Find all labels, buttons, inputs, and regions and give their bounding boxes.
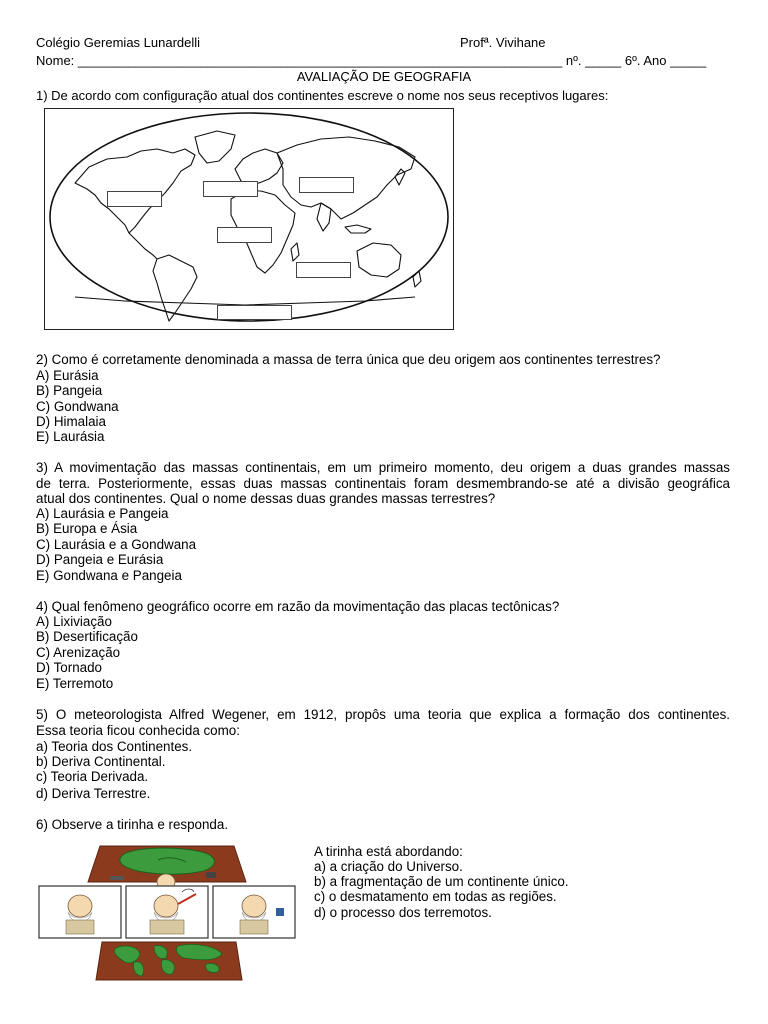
question-5-option-d[interactable]: d) Deriva Terrestre. — [36, 786, 151, 801]
question-2-option-e[interactable]: E) Laurásia — [36, 429, 105, 444]
japan-shape — [395, 169, 405, 185]
question-3-line-1: 3) A movimentação das massas continentais, em um primeiro momento, deu origem a duas grandes massas — [36, 460, 730, 475]
indonesia-shape — [345, 225, 371, 233]
question-6-option-b[interactable]: b) a fragmentação de um continente único. — [314, 874, 569, 889]
answer-box-antarctica[interactable] — [217, 305, 292, 320]
world-map — [44, 108, 454, 330]
question-6-option-a[interactable]: a) a criação do Universo. — [314, 859, 463, 874]
australia-shape — [357, 243, 401, 277]
school-name: Colégio Geremias Lunardelli — [36, 35, 201, 50]
madagascar-shape — [291, 243, 299, 261]
question-3-option-c[interactable]: C) Laurásia e a Gondwana — [36, 537, 197, 552]
question-3-line-2: de terra. Posteriormente, essas duas massas continentais foram desmembrando-se até a divisão geográfica — [36, 476, 730, 491]
question-5-line-1: 5) O meteorologista Alfred Wegener, em 1912, propôs uma teoria que explica a formação dos continentes. — [36, 707, 730, 722]
answer-box-oceania[interactable] — [296, 262, 351, 278]
question-5-option-b[interactable]: b) Deriva Continental. — [36, 754, 166, 769]
question-3-option-a[interactable]: A) Laurásia e Pangeia — [36, 506, 169, 521]
question-6-text: 6) Observe a tirinha e responda. — [36, 817, 229, 832]
answer-box-europe[interactable] — [203, 181, 258, 197]
question-1-text: 1) De acordo com configuração atual dos continentes escreve o nome nos seus receptivos lugares: — [36, 88, 609, 103]
europe-shape — [235, 149, 283, 185]
question-4-option-a[interactable]: A) Lixiviação — [36, 614, 112, 629]
question-4-option-e[interactable]: E) Terremoto — [36, 676, 114, 691]
new-zealand-shape — [413, 271, 421, 287]
question-3-line-3: atual dos continentes. Qual o nome dessas duas grandes massas terrestres? — [36, 491, 496, 506]
question-2-text: 2) Como é corretamente denominada a massa de terra única que deu origem aos continentes terrestres? — [36, 352, 661, 367]
comic-strip-drawing — [38, 842, 300, 982]
question-4-text: 4) Qual fenômeno geográfico ocorre em razão da movimentação das placas tectônicas? — [36, 599, 560, 614]
south-america-shape — [153, 255, 197, 321]
student-name-line: Nome: ___________________________________________________________________ nº. _____ 6º. Ano _____ — [36, 53, 707, 68]
page-title: AVALIAÇÃO DE GEOGRAFIA — [296, 69, 472, 84]
question-2-option-c[interactable]: C) Gondwana — [36, 399, 119, 414]
teacher-name: Profª. Vivihane — [460, 35, 546, 50]
question-2-option-d[interactable]: D) Himalaia — [36, 414, 106, 429]
answer-box-north-america[interactable] — [107, 191, 162, 207]
question-3-option-b[interactable]: B) Europa e Ásia — [36, 521, 138, 536]
question-2-option-b[interactable]: B) Pangeia — [36, 383, 103, 398]
question-6-option-c[interactable]: c) o desmatamento em todas as regiões. — [314, 889, 557, 904]
question-4-option-d[interactable]: D) Tornado — [36, 660, 102, 675]
question-4-option-b[interactable]: B) Desertificação — [36, 629, 138, 644]
question-2-option-a[interactable]: A) Eurásia — [36, 368, 99, 383]
comic-strip — [38, 842, 300, 982]
answer-box-asia[interactable] — [299, 177, 354, 193]
question-3-option-d[interactable]: D) Pangeia e Eurásia — [36, 552, 164, 567]
world-map-drawing — [45, 109, 452, 328]
question-5-option-a[interactable]: a) Teoria dos Continentes. — [36, 739, 193, 754]
question-6-prompt: A tirinha está abordando: — [314, 844, 463, 859]
comic-pangea-shape — [120, 848, 214, 874]
question-3-option-e[interactable]: E) Gondwana e Pangeia — [36, 568, 182, 583]
india-shape — [317, 203, 331, 231]
question-4-option-c[interactable]: C) Arenização — [36, 645, 121, 660]
question-5-line-2: Essa teoria ficou conhecida como: — [36, 723, 240, 738]
question-5-option-c[interactable]: c) Teoria Derivada. — [36, 769, 149, 784]
question-6-option-d[interactable]: d) o processo dos terremotos. — [314, 905, 492, 920]
answer-box-africa[interactable] — [217, 227, 272, 243]
greenland-shape — [195, 131, 235, 163]
central-america-shape — [129, 233, 157, 259]
